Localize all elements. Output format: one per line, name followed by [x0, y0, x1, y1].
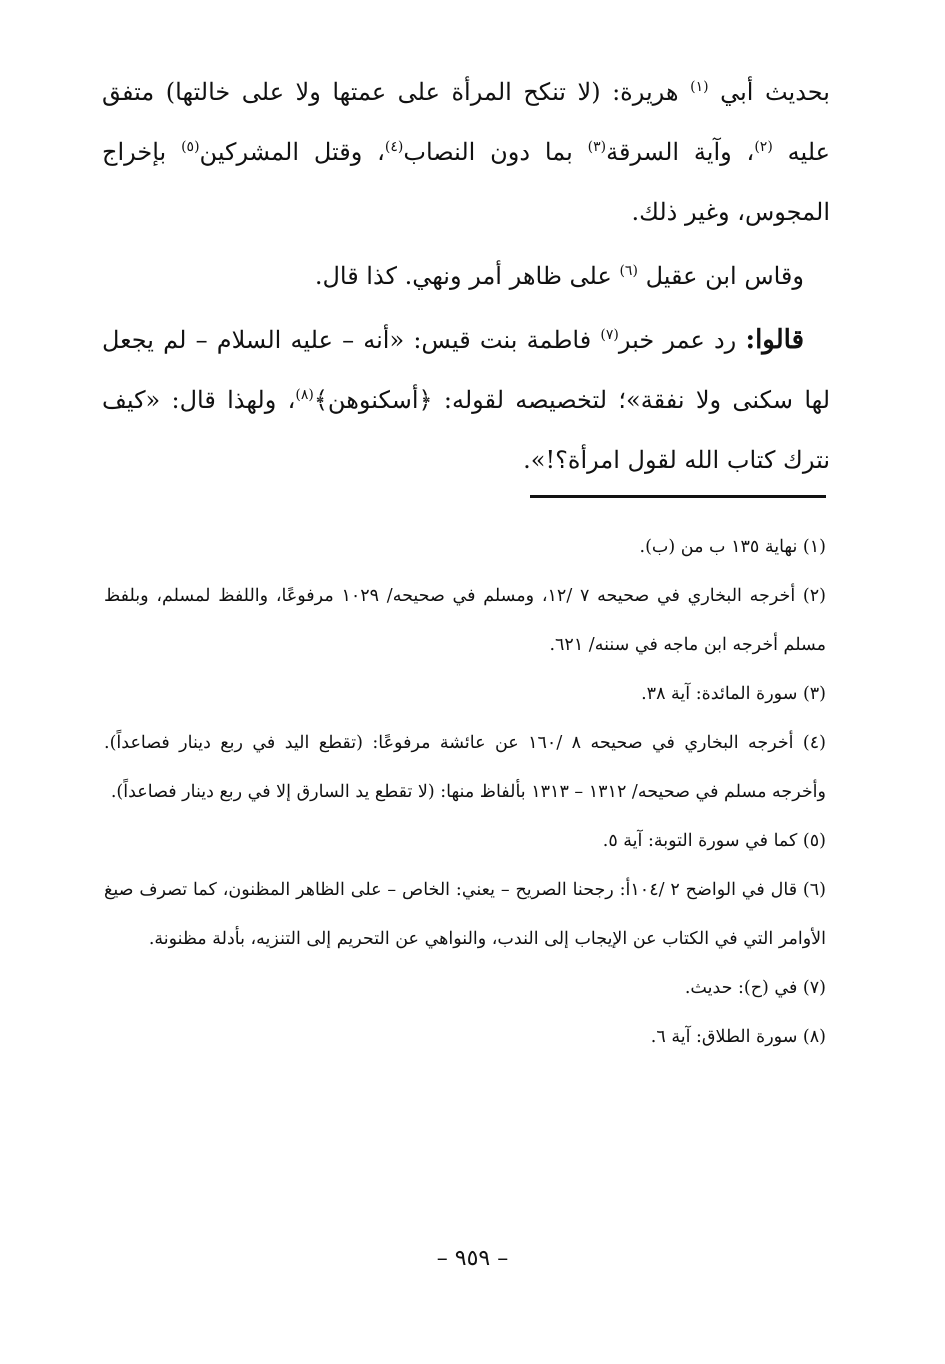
- footnote-ref-3[interactable]: (٣): [587, 139, 607, 155]
- text-run: ، وقتل المشركين: [199, 138, 385, 166]
- footnote-8: (٨) سورة الطلاق: آية ٦.: [650, 1027, 826, 1047]
- text-run: بحديث أبي: [720, 78, 830, 106]
- bold-lead: قالوا:: [745, 325, 804, 355]
- footnote-1: (١) نهاية ١٣٥ ب من (ب).: [639, 537, 826, 557]
- text-run: بإخراج المجوس، وغير ذلك.: [102, 138, 830, 226]
- text-run: على ظاهر أمر ونهي. كذا قال.: [314, 262, 612, 290]
- footnote-ref-7[interactable]: (٧): [600, 327, 619, 343]
- footnotes: [104, 523, 826, 1062]
- footnote-6: (٦) قال في الواضح ٢ /١٠٤أ: رجحنا الصريح – يعني: الخاص – على الظاهر المظنون، كما تصرف صيغ الأوامر التي في الكتاب عن الإيجاب إلى الندب، والنواهي عن التحريم إلى التنزيه، بأدلة مظنونة.: [104, 880, 826, 949]
- footnote-divider: [530, 495, 826, 498]
- footnote-2: (٢) أخرجه البخاري في صحيحه ٧ /١٢، ومسلم في صحيحه/ ١٠٢٩ مرفوعًا، واللفظ لمسلم، وبلفظ مسلم أخرجه ابن ماجه في سننه/ ٦٢١.: [104, 586, 826, 655]
- footnote-7: (٧) في (ح): حديث.: [684, 978, 826, 998]
- footnote-3: (٣) سورة المائدة: آية ٣٨.: [641, 684, 826, 704]
- text-run: ، ولهذا قال: «كيف نترك كتاب الله لقول امرأة؟!».: [102, 386, 830, 474]
- footnote-ref-2[interactable]: (٢): [754, 139, 773, 155]
- footnote-4: (٤) أخرجه البخاري في صحيحه ٨ /١٦٠ عن عائشة مرفوعًا: (تقطع اليد في ربع دينار فصاعداً). وأخرجه مسلم في صحيحه/ ١٣١٢ – ١٣١٣ بألفاظ منها: (لا تقطع يد السارق إلا في ربع دينار فصاعداً).: [104, 733, 826, 802]
- footnote-ref-4[interactable]: (٤): [384, 139, 404, 155]
- paragraph-1: [102, 62, 830, 242]
- text-run: ، وآية السرقة: [606, 138, 755, 166]
- page-number: – ٩٥٩ –: [436, 1246, 509, 1271]
- paragraph-2: [102, 246, 830, 306]
- footnote-5: (٥) كما في سورة التوبة: آية ٥.: [602, 831, 826, 851]
- text-run: رد عمر خبر: [618, 326, 737, 354]
- footnote-ref-1[interactable]: (١): [690, 79, 709, 95]
- text-run: فاطمة بنت قيس: «أنه – عليه السلام – لم يجعل لها سكنى ولا نفقة»؛ لتخصيصه لقوله: ﴿أسكنوهن﴾: [102, 326, 830, 414]
- text-run: هريرة: (لا تنكح المرأة على عمتها ولا على خالتها) متفق عليه: [102, 78, 830, 166]
- footnote-ref-8[interactable]: (٨): [295, 387, 314, 403]
- footnote-ref-6[interactable]: (٦): [619, 263, 638, 279]
- footnote-ref-5[interactable]: (٥): [181, 139, 200, 155]
- main-text: [102, 62, 830, 490]
- text-run: وقاس ابن عقيل: [645, 262, 804, 290]
- paragraph-3: [102, 310, 830, 490]
- text-run: بما دون النصاب: [403, 138, 573, 166]
